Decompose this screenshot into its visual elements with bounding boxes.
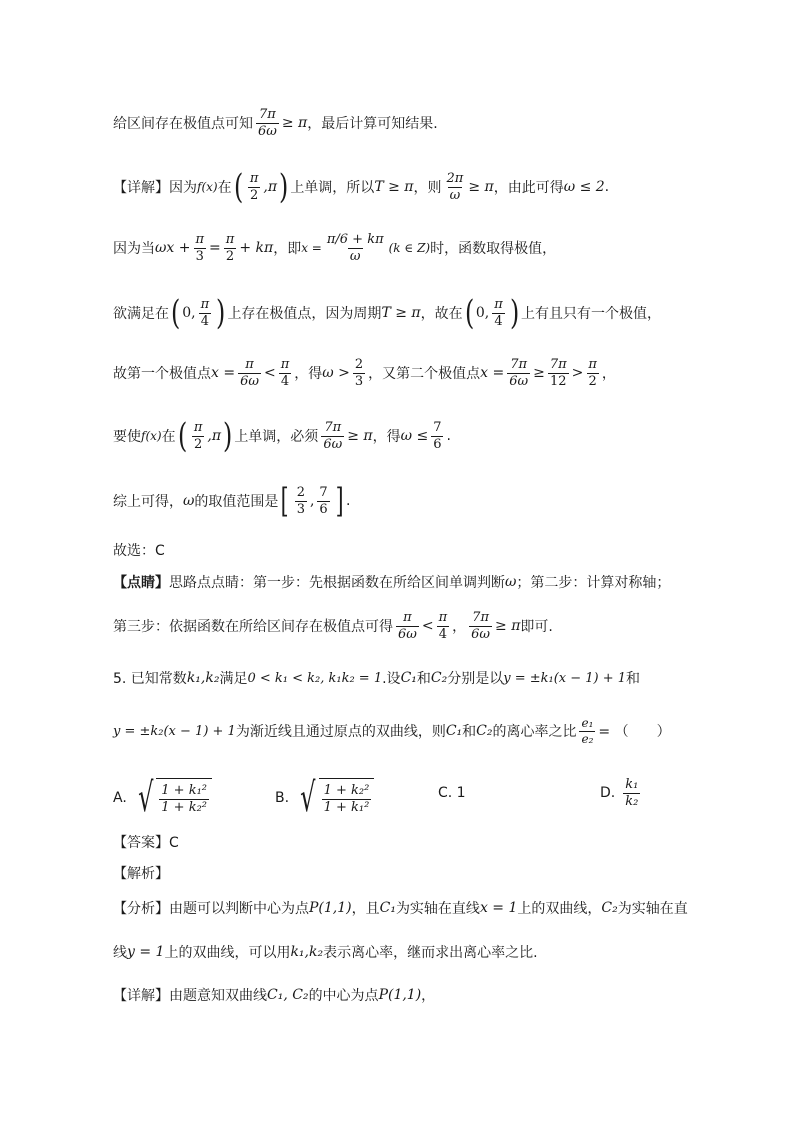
- text: 综上可得，: [113, 494, 183, 510]
- math: f(x): [141, 429, 162, 443]
- text: 满足: [219, 671, 248, 687]
- text: 给区间存在极值点可知: [113, 116, 253, 133]
- numerator: 2π: [446, 170, 464, 186]
- denominator: ω: [349, 248, 361, 264]
- fraction: [194, 233, 207, 263]
- text: 在: [217, 180, 232, 196]
- denominator: 2: [225, 248, 235, 264]
- math: ,π: [207, 428, 222, 444]
- text: ，则: [413, 180, 442, 196]
- fraction: [295, 486, 307, 516]
- option-label: A.: [113, 790, 127, 806]
- text: 第三步：依据函数在所给区间存在极值点可得: [113, 619, 393, 636]
- text: ，即: [273, 241, 302, 258]
- math: ω: [505, 574, 517, 590]
- fraction: [199, 298, 212, 328]
- math: f(x): [197, 180, 218, 194]
- text: ，得: [294, 366, 323, 383]
- math: x =: [211, 365, 236, 382]
- text: .设: [382, 671, 401, 687]
- math: ω ≤: [400, 428, 429, 444]
- denominator: 4: [200, 313, 210, 329]
- numerator: 7: [433, 419, 442, 435]
- math: C₂: [601, 900, 618, 916]
- denominator: ω: [449, 187, 461, 203]
- text: 即可.: [520, 619, 553, 636]
- sqrt: √ $\frac{\text{1 + k₁²}}{\text{1 + k₂²}}$: [133, 778, 212, 818]
- text: ，由此可得: [493, 180, 564, 196]
- fraction: [248, 172, 261, 202]
- right-paren: ): [223, 416, 233, 456]
- fraction: [469, 611, 492, 641]
- fraction: [396, 611, 419, 641]
- numerator: 2: [296, 484, 305, 500]
- math: ≥ π: [347, 428, 373, 444]
- denominator: 6ω: [323, 436, 343, 452]
- denominator: 6ω: [509, 373, 529, 389]
- left-paren: (: [170, 293, 181, 333]
- text: 上单调，所以: [290, 180, 375, 196]
- fraction: [353, 358, 365, 388]
- text: ，得: [372, 429, 401, 445]
- text-line-5: [113, 358, 616, 388]
- fraction: [492, 298, 505, 328]
- math: ≥ π: [281, 115, 308, 132]
- text-line-9: [113, 572, 670, 592]
- text: 由题意知双曲线: [169, 988, 267, 1004]
- numerator: e₁: [581, 716, 594, 730]
- text-line-3: [113, 233, 556, 263]
- math: x =: [301, 241, 322, 256]
- numerator: π: [438, 610, 448, 625]
- right-paren: ): [216, 293, 226, 333]
- text: 上有且只有一个极值，: [521, 306, 662, 322]
- numerator: π: [225, 232, 235, 247]
- detail-line-1: [113, 985, 435, 1005]
- text: .: [446, 428, 451, 444]
- fraction: [431, 421, 443, 451]
- analysis-header: [113, 863, 169, 883]
- math: T ≥ π: [374, 179, 414, 195]
- option-d[interactable]: [600, 778, 643, 808]
- denominator: 6ω: [398, 626, 417, 642]
- math: y = 1: [127, 944, 165, 960]
- math: 0 < k₁ < k₂, k₁k₂ = 1: [247, 670, 383, 686]
- left-paren: (: [177, 416, 187, 456]
- answer-choice: 故选：C: [113, 543, 165, 559]
- text: ，故在: [420, 306, 463, 322]
- left-bracket: [: [281, 481, 290, 521]
- text-line-4: [113, 293, 662, 333]
- fraction: [579, 717, 595, 745]
- numerator: π/6 + kπ: [326, 232, 384, 247]
- fraction: [444, 172, 465, 202]
- text: 为实轴在直线: [395, 901, 480, 917]
- text: 5. 已知常数: [113, 671, 187, 687]
- right-paren: ): [279, 167, 289, 207]
- fraction: [317, 486, 329, 516]
- math: C₁, C₂: [267, 987, 309, 1003]
- answer-line: [113, 832, 179, 852]
- math: ,π: [263, 179, 278, 195]
- denominator: 6ω: [471, 626, 491, 642]
- numerator: 7π: [324, 419, 342, 435]
- denominator: 3: [354, 373, 364, 389]
- denominator: 3: [296, 501, 305, 517]
- text: 线: [113, 945, 127, 961]
- denominator: 1 + k₂²: [161, 800, 208, 815]
- text: 故第一个极值点: [113, 366, 211, 383]
- math: ω ≤ 2: [563, 179, 605, 195]
- math: 0,: [475, 305, 490, 321]
- option-label: B.: [275, 790, 290, 806]
- section-tag: 【分析】: [113, 901, 169, 917]
- fraction: [321, 421, 344, 451]
- numerator: π: [494, 296, 503, 312]
- text: 欲满足在: [113, 306, 169, 322]
- denominator: k₂: [625, 793, 639, 809]
- math: k₁,k₂: [186, 670, 220, 686]
- denominator: 4: [280, 373, 290, 389]
- math: + kπ: [239, 240, 274, 257]
- text: 和: [416, 671, 431, 687]
- text: 思路点点睛：第一步：先根据函数在所给区间单调判断: [169, 575, 505, 591]
- text: ，又第二个极值点: [368, 366, 481, 383]
- fraction: [224, 233, 237, 263]
- math: C₂: [430, 670, 448, 686]
- numerator: π: [588, 357, 597, 372]
- text-line-8: [113, 540, 165, 560]
- text: .: [604, 179, 610, 195]
- numerator: π: [280, 357, 290, 372]
- option-a[interactable]: [113, 775, 212, 821]
- math: ≥: [533, 365, 545, 382]
- text-line-7: 综上可得， ω 的取值范围是 [ $\frac{2}{3}$ , $\frac{7}{6}$ ] .: [113, 481, 351, 521]
- numerator: 7π: [510, 357, 528, 372]
- text: 因为: [169, 180, 197, 196]
- option-b[interactable]: [275, 775, 374, 821]
- sqrt: √ $\frac{\text{1 + k₂²}}{\text{1 + k₁²}}$: [295, 778, 374, 818]
- math: ωx +: [155, 240, 191, 257]
- numerator: 2: [354, 357, 364, 372]
- denominator: e₂: [581, 731, 594, 746]
- numerator: π: [245, 357, 254, 372]
- text-line-1: [113, 108, 438, 138]
- numerator: 7π: [259, 107, 276, 122]
- numerator: 1 + k₁²: [161, 783, 208, 799]
- numerator: 7π: [549, 357, 567, 372]
- right-paren: ): [509, 293, 520, 333]
- numerator: π: [403, 610, 412, 625]
- denominator: 3: [195, 248, 204, 264]
- left-paren: (: [233, 167, 243, 207]
- numerator: 7π: [472, 610, 489, 625]
- text-line-6: [113, 416, 451, 456]
- math: ≥ π: [495, 618, 521, 635]
- right-bracket: ]: [335, 481, 344, 521]
- question-5-line-1: [113, 668, 640, 688]
- text: 在: [161, 429, 176, 445]
- fraction: [238, 358, 261, 388]
- denominator: 6: [433, 436, 442, 452]
- text: 的离心率之比: [492, 724, 577, 741]
- numerator: 7: [319, 484, 328, 500]
- question-5-line-2: [113, 717, 671, 745]
- math: ≥ π: [468, 179, 494, 195]
- math: P(1,1): [378, 987, 422, 1003]
- text: ，且: [351, 901, 380, 917]
- fraction: [256, 108, 279, 138]
- math: x = 1: [479, 900, 518, 916]
- math: C₂: [476, 723, 493, 740]
- text: ，最后计算可知结果.: [307, 116, 438, 133]
- text-line-10: [113, 611, 553, 641]
- denominator: 6ω: [240, 373, 259, 389]
- math: (k ∈ Z): [388, 241, 431, 256]
- denominator: 2: [193, 436, 203, 452]
- denominator: 1 + k₁²: [323, 800, 370, 815]
- math: 0,: [182, 305, 196, 321]
- fraction: [507, 358, 530, 388]
- denominator: 2: [588, 373, 597, 389]
- math: C₁: [379, 900, 396, 916]
- math: C₁: [445, 723, 463, 740]
- math: y = ±k₁(x − 1) + 1: [503, 670, 627, 686]
- section-tag: 【点睛】: [113, 575, 169, 591]
- section-tag: 【详解】: [113, 180, 169, 196]
- text: 上存在极值点，因为周期: [227, 306, 382, 322]
- fraction: [279, 358, 292, 388]
- left-paren: (: [464, 293, 474, 333]
- text: 要使: [113, 429, 141, 445]
- text-line-2: [113, 167, 610, 207]
- denominator: 6: [319, 501, 328, 517]
- option-c[interactable]: [438, 785, 466, 801]
- text: .: [345, 493, 351, 509]
- numerator: π: [193, 419, 203, 435]
- fraction: [586, 358, 599, 388]
- text: 因为当: [113, 241, 155, 258]
- text: ，: [421, 988, 436, 1004]
- text: 由题可以判断中心为点: [169, 901, 309, 917]
- math: y = ±k₂(x − 1) + 1: [113, 723, 236, 739]
- math: C₁: [400, 670, 417, 686]
- text: 为渐近线且通过原点的双曲线，则: [235, 724, 446, 741]
- text: 为实轴在直: [617, 901, 688, 917]
- text: 时，函数取得极值，: [430, 241, 557, 258]
- numerator: 1 + k₂²: [323, 783, 370, 799]
- math: P(1,1): [309, 900, 352, 916]
- math: <: [263, 365, 276, 382]
- fraction: [325, 233, 386, 263]
- denominator: 4: [494, 313, 503, 329]
- text: 和: [626, 671, 641, 687]
- math: x =: [480, 365, 505, 382]
- text: 上的双曲线，可以用: [164, 945, 291, 961]
- text: 上的双曲线，: [517, 901, 602, 917]
- text: ，: [452, 619, 467, 636]
- fraction: [192, 421, 205, 451]
- fraction: [623, 778, 640, 808]
- denominator: 4: [438, 626, 448, 642]
- fraction: [437, 611, 450, 641]
- analysis-line-2: [113, 942, 538, 962]
- math: ω >: [322, 365, 350, 382]
- denominator: 6ω: [258, 123, 277, 139]
- math: =: [209, 240, 221, 257]
- answer: 【答案】C: [113, 835, 179, 851]
- numerator: k₁: [625, 777, 639, 792]
- text: ，: [601, 366, 616, 383]
- math: ω: [183, 493, 195, 509]
- fraction: [548, 358, 569, 388]
- math: <: [421, 618, 434, 635]
- numerator: π: [200, 296, 210, 312]
- analysis-line-1: [113, 898, 688, 918]
- text: 表示离心率，继而求出离心率之比.: [323, 945, 538, 961]
- math: >: [571, 365, 584, 382]
- text: 的取值范围是: [194, 494, 279, 510]
- text: 和: [462, 724, 477, 741]
- numerator: π: [249, 170, 259, 186]
- text: 分别是以: [447, 671, 504, 687]
- math: k₁,k₂: [290, 944, 324, 960]
- option-label: C. 1: [438, 785, 466, 801]
- denominator: 2: [249, 187, 259, 203]
- math: T ≥ π: [381, 305, 421, 321]
- section-tag: 【解析】: [113, 866, 169, 882]
- section-tag: 【详解】: [113, 988, 169, 1004]
- text: 的中心为点: [308, 988, 379, 1004]
- text: 上单调，必须: [234, 429, 319, 445]
- denominator: 12: [549, 373, 567, 389]
- numerator: π: [195, 232, 205, 247]
- option-label: D.: [600, 785, 616, 802]
- text: = （ ）: [598, 724, 671, 741]
- text: ；第二步：计算对称轴；: [516, 575, 671, 591]
